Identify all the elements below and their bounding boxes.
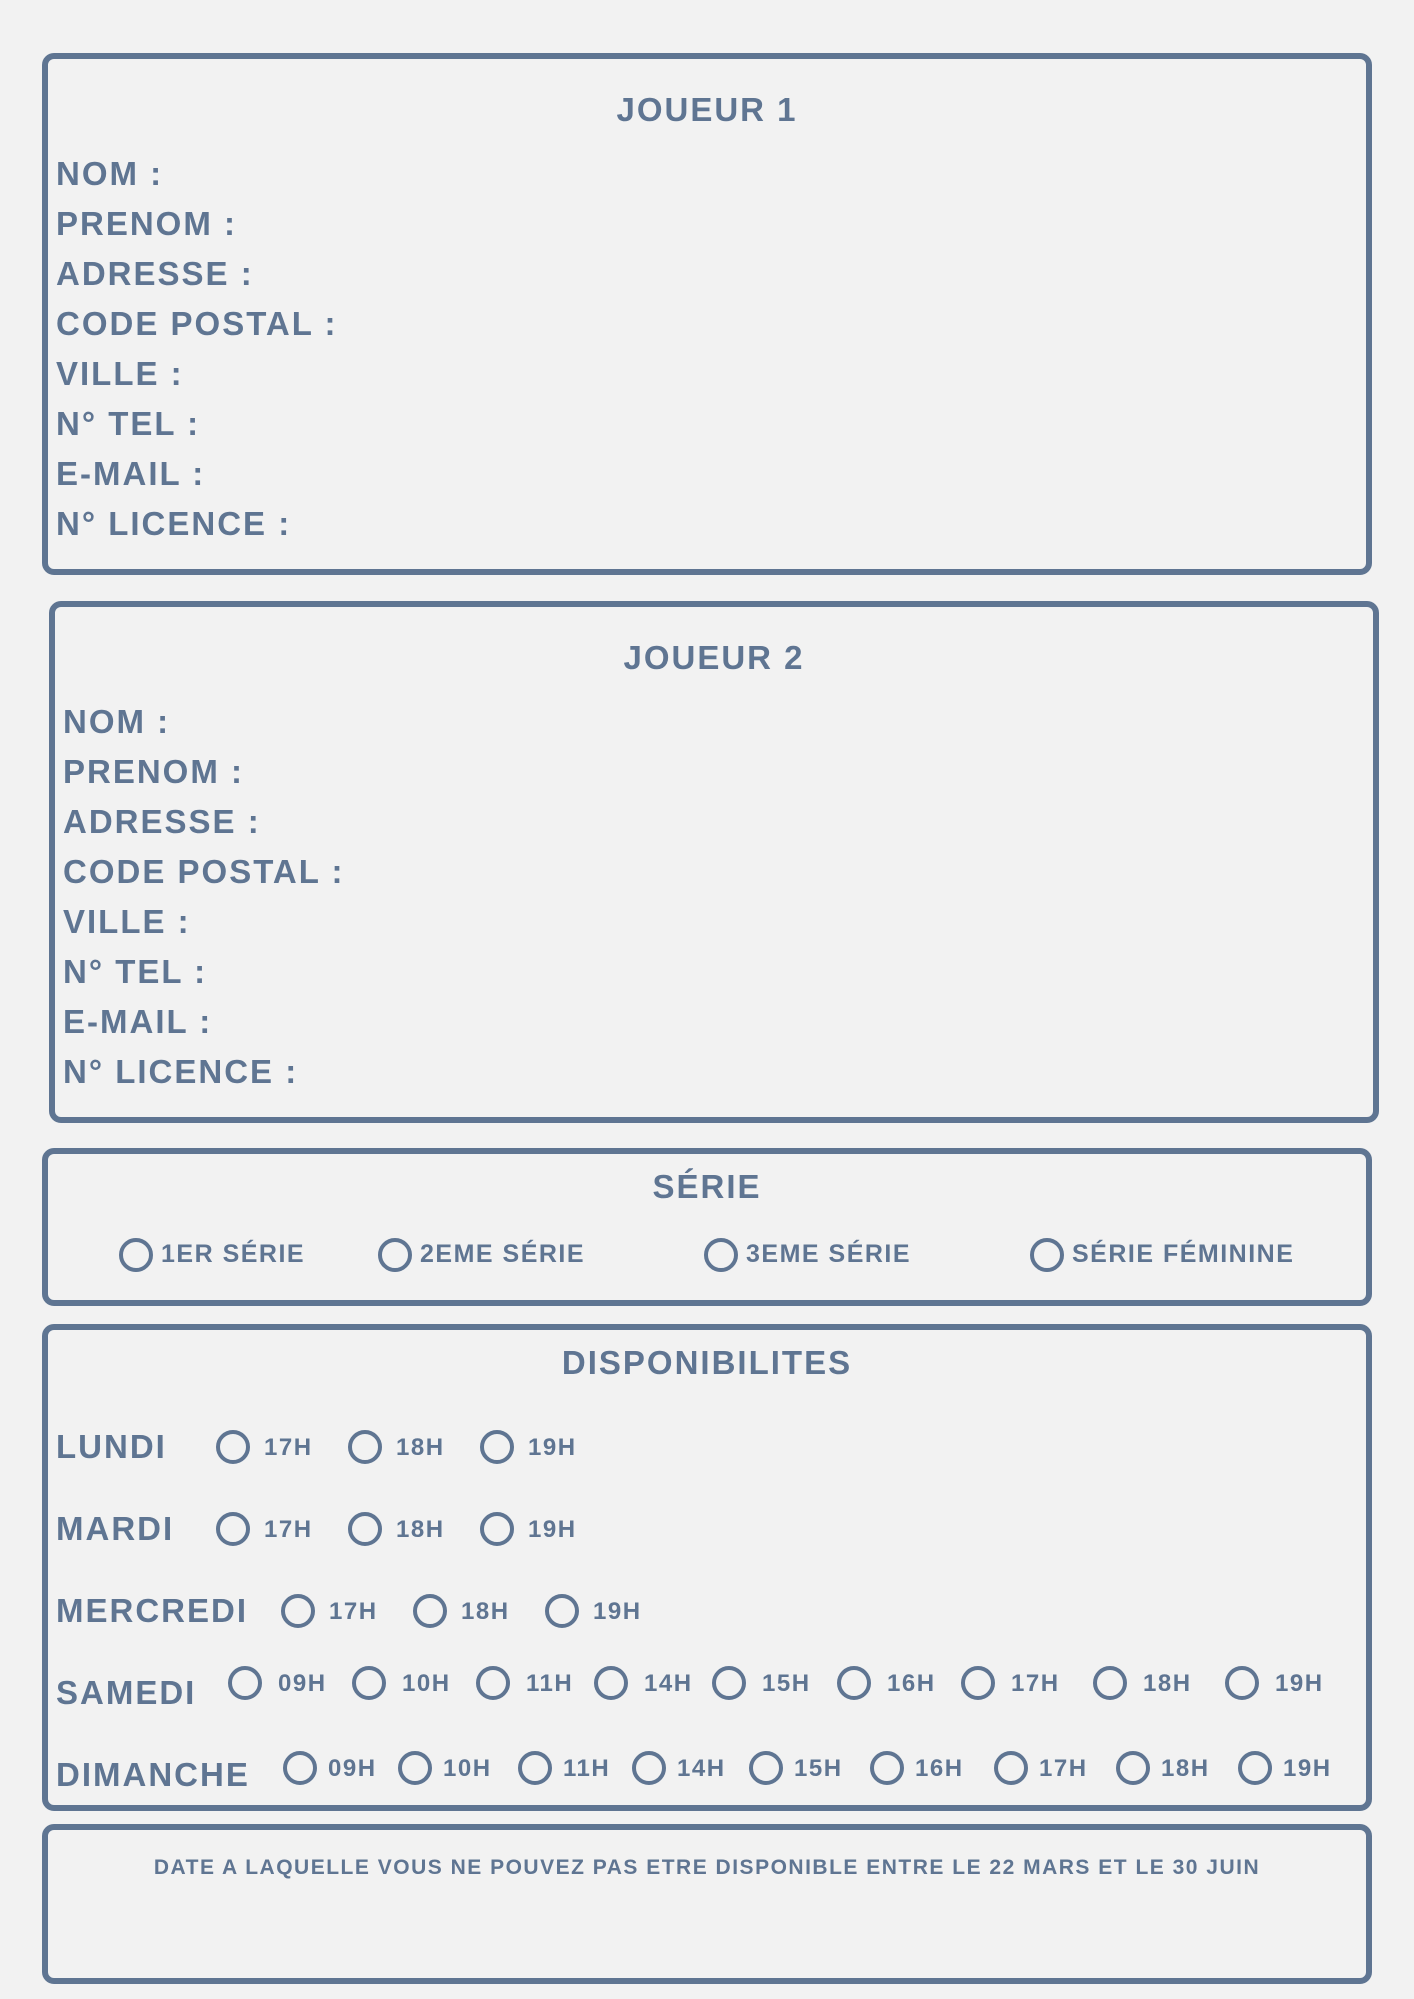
lundi-label-19h: 19H	[528, 1434, 577, 1461]
serie-label-3: 3EME SÉRIE	[746, 1240, 912, 1268]
samedi-radio-18h[interactable]	[1093, 1666, 1127, 1700]
mardi-radio-17h[interactable]	[216, 1512, 250, 1546]
serie-label-1: 1ER SÉRIE	[161, 1240, 306, 1268]
dimanche-radio-18h[interactable]	[1116, 1751, 1150, 1785]
day-mercredi: MERCREDI	[56, 1592, 249, 1629]
samedi-radio-09h[interactable]	[228, 1666, 262, 1700]
joueur2-title: JOUEUR 2	[623, 639, 805, 676]
day-mardi: MARDI	[56, 1510, 175, 1547]
serie-label-2: 2EME SÉRIE	[420, 1240, 586, 1268]
joueur2-panel	[49, 601, 1379, 1123]
dimanche-label-16h: 16H	[915, 1755, 964, 1782]
joueur2-field-code-postal[interactable]: CODE POSTAL :	[63, 853, 345, 890]
unavailable-date-panel[interactable]	[42, 1824, 1372, 1984]
dimanche-radio-19h[interactable]	[1238, 1751, 1272, 1785]
joueur2-field-adresse[interactable]: ADRESSE :	[63, 803, 261, 840]
samedi-label-10h: 10H	[402, 1670, 451, 1697]
joueur1-field-tel[interactable]: N° TEL :	[56, 405, 201, 442]
mercredi-label-18h: 18H	[461, 1598, 510, 1625]
lundi-radio-17h[interactable]	[216, 1430, 250, 1464]
serie-radio-2[interactable]	[378, 1238, 412, 1272]
joueur2-field-prenom[interactable]: PRENOM :	[63, 753, 244, 790]
dimanche-label-18h: 18H	[1161, 1755, 1210, 1782]
dimanche-label-11h: 11H	[563, 1755, 611, 1782]
joueur1-panel	[42, 53, 1372, 575]
serie-radio-feminine[interactable]	[1030, 1238, 1064, 1272]
samedi-label-09h: 09H	[278, 1670, 327, 1697]
lundi-radio-18h[interactable]	[348, 1430, 382, 1464]
samedi-radio-10h[interactable]	[352, 1666, 386, 1700]
joueur2-field-tel[interactable]: N° TEL :	[63, 953, 208, 990]
dimanche-label-19h: 19H	[1283, 1755, 1332, 1782]
mercredi-label-17h: 17H	[329, 1598, 378, 1625]
mardi-label-19h: 19H	[528, 1516, 577, 1543]
serie-radio-1[interactable]	[119, 1238, 153, 1272]
samedi-radio-11h[interactable]	[476, 1666, 510, 1700]
dimanche-label-10h: 10H	[443, 1755, 492, 1782]
samedi-radio-15h[interactable]	[712, 1666, 746, 1700]
dimanche-label-14h: 14H	[677, 1755, 726, 1782]
joueur1-field-nom[interactable]: NOM :	[56, 155, 164, 192]
serie-panel	[42, 1148, 1372, 1306]
dimanche-label-09h: 09H	[328, 1755, 377, 1782]
samedi-label-15h: 15H	[762, 1670, 811, 1697]
lundi-radio-19h[interactable]	[480, 1430, 514, 1464]
mercredi-radio-19h[interactable]	[545, 1594, 579, 1628]
day-dimanche: DIMANCHE	[56, 1756, 250, 1793]
mardi-label-18h: 18H	[396, 1516, 445, 1543]
samedi-radio-19h[interactable]	[1225, 1666, 1259, 1700]
joueur2-field-nom[interactable]: NOM :	[63, 703, 171, 740]
dimanche-radio-17h[interactable]	[994, 1751, 1028, 1785]
dimanche-radio-14h[interactable]	[632, 1751, 666, 1785]
samedi-label-17h: 17H	[1011, 1670, 1060, 1697]
joueur2-field-licence[interactable]: N° LICENCE :	[63, 1053, 299, 1090]
serie-radio-3[interactable]	[704, 1238, 738, 1272]
serie-label-feminine: SÉRIE FÉMININE	[1072, 1240, 1295, 1268]
mercredi-label-19h: 19H	[593, 1598, 642, 1625]
joueur1-field-ville[interactable]: VILLE :	[56, 355, 184, 392]
samedi-radio-16h[interactable]	[837, 1666, 871, 1700]
dimanche-radio-15h[interactable]	[749, 1751, 783, 1785]
samedi-radio-14h[interactable]	[594, 1666, 628, 1700]
dimanche-label-17h: 17H	[1039, 1755, 1088, 1782]
samedi-label-14h: 14H	[644, 1670, 693, 1697]
samedi-label-16h: 16H	[887, 1670, 936, 1697]
dispo-panel	[42, 1324, 1372, 1811]
dimanche-radio-16h[interactable]	[870, 1751, 904, 1785]
unavailable-date-label: DATE A LAQUELLE VOUS NE POUVEZ PAS ETRE DISPONIBLE ENTRE LE 22 MARS ET LE 30 JUIN	[153, 1856, 1261, 1879]
lundi-label-17h: 17H	[264, 1434, 313, 1461]
samedi-label-18h: 18H	[1143, 1670, 1192, 1697]
serie-title: SÉRIE	[652, 1168, 762, 1205]
joueur2-field-email[interactable]: E-MAIL :	[63, 1003, 213, 1040]
samedi-radio-17h[interactable]	[961, 1666, 995, 1700]
day-samedi: SAMEDI	[56, 1674, 197, 1711]
joueur1-field-licence[interactable]: N° LICENCE :	[56, 505, 292, 542]
mardi-radio-19h[interactable]	[480, 1512, 514, 1546]
samedi-label-19h: 19H	[1275, 1670, 1324, 1697]
dimanche-radio-11h[interactable]	[518, 1751, 552, 1785]
mardi-radio-18h[interactable]	[348, 1512, 382, 1546]
dispo-title: DISPONIBILITES	[561, 1344, 853, 1381]
lundi-label-18h: 18H	[396, 1434, 445, 1461]
samedi-label-11h: 11H	[526, 1670, 574, 1697]
mardi-label-17h: 17H	[264, 1516, 313, 1543]
dimanche-radio-09h[interactable]	[283, 1751, 317, 1785]
dimanche-radio-10h[interactable]	[398, 1751, 432, 1785]
mercredi-radio-18h[interactable]	[413, 1594, 447, 1628]
joueur1-field-email[interactable]: E-MAIL :	[56, 455, 206, 492]
day-lundi: LUNDI	[56, 1428, 167, 1465]
joueur1-field-adresse[interactable]: ADRESSE :	[56, 255, 254, 292]
joueur2-field-ville[interactable]: VILLE :	[63, 903, 191, 940]
joueur1-field-code-postal[interactable]: CODE POSTAL :	[56, 305, 338, 342]
joueur1-field-prenom[interactable]: PRENOM :	[56, 205, 237, 242]
joueur1-title: JOUEUR 1	[616, 91, 798, 128]
dimanche-label-15h: 15H	[794, 1755, 843, 1782]
mercredi-radio-17h[interactable]	[281, 1594, 315, 1628]
